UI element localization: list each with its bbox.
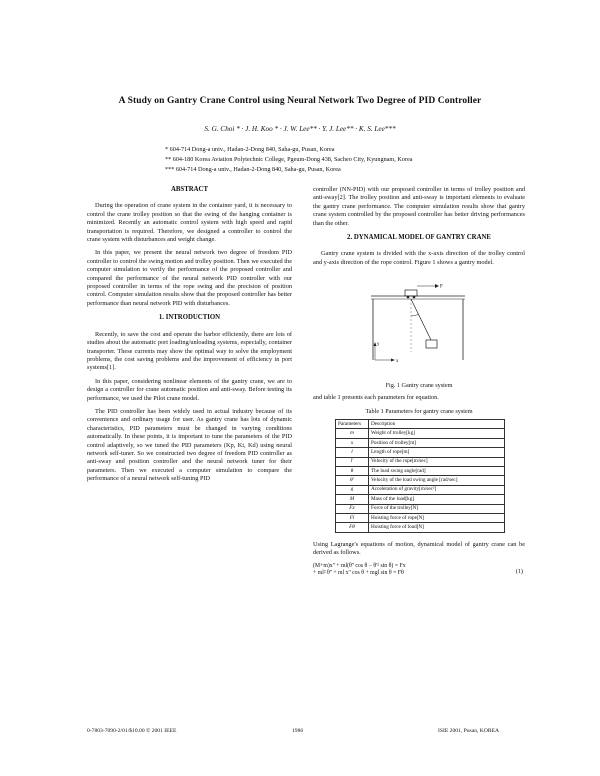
- equation-line: (M+m)x'' + ml(θ'' cos θ − θ'² sin θ) = Fx: [313, 562, 406, 569]
- param-description: Hoisting force of rope[N]: [369, 513, 505, 522]
- model-heading: 2. DYNAMICAL MODEL OF GANTRY CRANE: [347, 234, 491, 242]
- footer-conference: ISIE 2001, Pusan, KOREA: [438, 728, 500, 734]
- param-description: Weight of trolley[kg]: [369, 429, 505, 438]
- affiliation-2: ** 604-180 Korea Aviation Polytechnic College, Pgeum-Dong 438, Sacheo City, Kyungnam, Korea: [165, 156, 413, 163]
- table-intro: and table 1 presents each parameters for equation.: [313, 394, 439, 402]
- table-caption: Table 1 Parameters for gantry crane system: [365, 407, 473, 415]
- param-description: The load swing angle[rad]: [369, 467, 505, 476]
- intro-paragraph: The PID controller has been widely used in actual industry because of its convenience and ordinary usage for user. As gantry crane has lots of dynamic characteristics, PID parameters must be changed in varying conditions automatically. In these points, it is important to tune the parameters of the PID control adaptively, so we tuned the PID parameters (Kp, Ki, Kd) using neural network self-tuner. So we constructed two degree of freedom PID controller as anti-sway and position controller and the neural network tuner for their parameters. Then we executed a computer simulation to compare the performance of a neural network self-tuning PID: [87, 407, 292, 483]
- param-symbol: M: [336, 495, 369, 504]
- table-row: [336, 438, 505, 447]
- affiliation-3: *** 604-714 Dong-a univ., Hadan-2-Dong 840, Saha-gu, Pusan, Korea: [165, 166, 341, 173]
- equation-number: (1): [515, 567, 523, 575]
- table-row: [336, 513, 505, 522]
- param-description: Velocity of the load swing angle [rad/sec]: [369, 476, 505, 485]
- left-column: [87, 186, 292, 489]
- param-symbol: θ': [336, 476, 369, 485]
- equation-1: [313, 563, 525, 578]
- paper-title: A Study on Gantry Crane Control using Neural Network Two Degree of PID Controller: [118, 96, 482, 106]
- table-row: [336, 457, 505, 466]
- abstract-paragraph: In this paper, we present the neural network two degree of freedom PID controller to control the swing motion and trolley position. Then we executed the computer simulation to verify the performance of the proposed controller and compared the performance of the neural network PID controller with our proposed controller in terms of the rope swing and the precision of position control. Computer simulation results show that the proposed controller has better performance than neural network PID with disturbances.: [87, 249, 292, 307]
- svg-text:x: x: [396, 359, 399, 365]
- table-row: [336, 504, 505, 513]
- introduction-heading: 1. INTRODUCTION: [158, 314, 221, 322]
- intro-paragraph: In this paper, considering nonlinear elements of the gantry crane, we are to design a controller for crane automatic position and anti-sway. Before testing its performance, we used the Pilot crane model.: [87, 377, 292, 402]
- table-row: [336, 476, 505, 485]
- table-row: [336, 495, 505, 504]
- table-header-row: [336, 420, 505, 429]
- affiliation-1: * 604-714 Dong-a univ., Hadan-2-Dong 840, Saha-gu, Pusan, Korea: [165, 146, 335, 153]
- equation-line: + ml² θ'' + ml x'' cos θ + mgl sin θ = Fθ: [313, 570, 404, 577]
- param-description: Acceleration of gravity[m/sec²]: [369, 485, 505, 494]
- param-symbol: θ: [336, 467, 369, 476]
- parameters-table: [335, 419, 505, 533]
- svg-text:y: y: [377, 342, 380, 348]
- table-row: [336, 523, 505, 532]
- param-symbol: Fl: [336, 513, 369, 522]
- param-description: Length of rope[m]: [369, 448, 505, 457]
- right-column: [313, 186, 525, 578]
- param-symbol: Fx: [336, 504, 369, 513]
- table-row: [336, 485, 505, 494]
- model-paragraph: Gantry crane system is divided with the x-axis direction of the trolley control and y-axis direction of the rope control. Figure 1 shows a gantry model.: [313, 250, 525, 266]
- param-description: Force of the trolley[N]: [369, 504, 505, 513]
- table-header: Description: [369, 420, 505, 429]
- param-description: Velocity of the rope[m/sec]: [369, 457, 505, 466]
- param-symbol: m: [336, 429, 369, 438]
- table-row: [336, 429, 505, 438]
- table-row: [336, 467, 505, 476]
- equation-intro: Using Lagrange's equations of motion, dynamical model of gantry crane can be derived as follows.: [313, 540, 525, 557]
- abstract-heading: ABSTRACT: [170, 186, 208, 193]
- param-symbol: Fθ: [336, 523, 369, 532]
- param-symbol: g: [336, 485, 369, 494]
- param-description: Hoisting force of load[N]: [369, 523, 505, 532]
- param-symbol: l': [336, 457, 369, 466]
- param-symbol: l: [336, 448, 369, 457]
- gantry-crane-diagram: [313, 272, 525, 376]
- footer-copyright: 0-7803-7090-2/01/$10.00 © 2001 IEEE: [87, 728, 177, 734]
- param-description: Position of trolley[m]: [369, 438, 505, 447]
- abstract-paragraph: During the operation of crane system in the container yard, it is necessary to control the crane trolley position so that the swing of the hanging container is minimized. Recently an automatic control system with high speed and rapid transportation is required. Therefore, we designed a controller to control the crane system with disturbances and weight change.: [87, 202, 292, 244]
- gantry-crane-figure: [313, 272, 525, 389]
- svg-text:F: F: [440, 284, 443, 290]
- table-row: [336, 448, 505, 457]
- continued-paragraph: controller (NN-PID) with our proposed controller in terms of trolley position and anti-sway[2]. The trolley position and anti-sway is important elements to evaluate the gantry crane performance. The computer simulation results show that gantry crane system controlled by the proposed controller has better driving performances than the other.: [313, 186, 525, 227]
- footer-page-number: 1986: [292, 728, 304, 734]
- table-header: Parameters: [336, 420, 369, 429]
- intro-paragraph: Recently, to save the cost and operate the harbor efficiently, there are lots of studies about the automatic port loading/unloading systems, especially, container transporter. These currents may show the optimal way to solve the employment problems, the cost saving problems and the improvement of efficiency in port systems[1].: [87, 330, 292, 372]
- param-symbol: x: [336, 438, 369, 447]
- param-description: Mass of the load[kg]: [369, 495, 505, 504]
- author-list: S. G. Choi * · J. H. Koo * · J. W. Lee** · Y. J. Lee** · K. S. Lee***: [204, 125, 396, 133]
- figure-caption: Fig. 1 Gantry crane system: [385, 381, 453, 389]
